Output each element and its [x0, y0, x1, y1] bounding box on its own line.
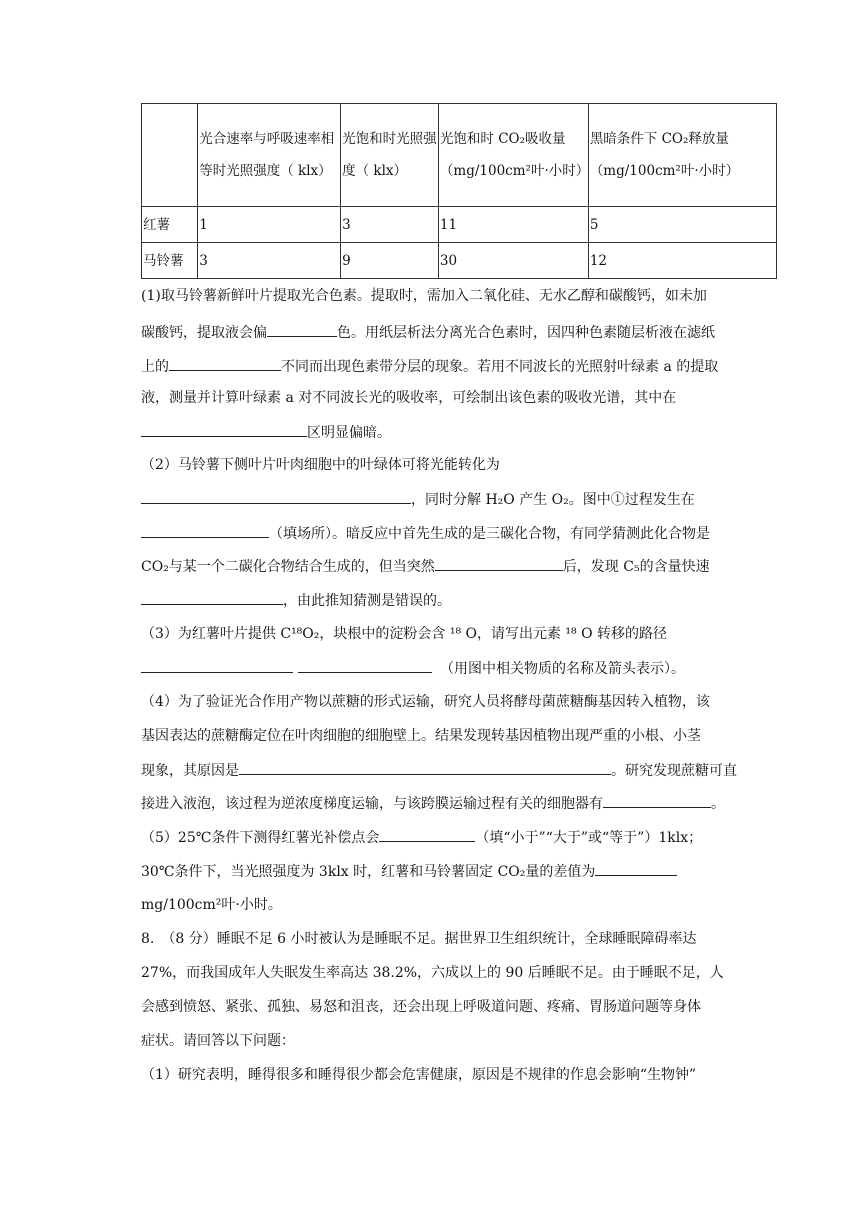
answer-blank[interactable] [603, 793, 711, 808]
table-cell: 12 [588, 243, 776, 279]
text: （1）研究表明，睡得很多和睡得很少都会危害健康，原因是不规律的作息会影响“生物钟” [141, 1067, 697, 1083]
text: 27%，而我国成年人失眠发生率高达 38.2%，六成以上的 90 后睡眠不足。由于睡眠不足，人 [141, 965, 724, 981]
q4-line-1 [141, 692, 710, 712]
text: ，由此推知猜测是错误的。 [283, 593, 451, 609]
answer-blank[interactable] [267, 322, 337, 337]
answer-blank[interactable] [141, 590, 283, 605]
text: CO₂与某一个二碳化合物结合生成的，但当突然 [141, 559, 435, 575]
q1-line-2 [141, 322, 715, 343]
text: (1)取马铃薯新鲜叶片提取光合色素。提取时，需加入二氧化硅、无水乙醇和碳酸钙，如未加 [141, 288, 707, 304]
text: （3）为红薯叶片提供 C¹⁸O₂，块根中的淀粉会含 ¹⁸ O，请写出元素 ¹⁸ O 转移的路径 [141, 626, 668, 642]
table-cell: 3 [198, 243, 341, 279]
q3-line-1 [141, 624, 667, 644]
text: （5）25℃条件下测得红薯光补偿点会 [141, 830, 380, 846]
answer-blank[interactable] [169, 356, 281, 371]
table-row [142, 243, 777, 279]
q1-line-5 [141, 422, 391, 443]
table-cell: 11 [438, 207, 588, 243]
text: 区明显偏暗。 [307, 425, 391, 441]
text: 基因表达的蔗糖酶定位在叶肉细胞的细胞壁上。结果发现转基因植物出现严重的小根、小茎 [141, 728, 701, 744]
text: 。研究发现蔗糖可直 [611, 763, 737, 779]
q8-line-3 [141, 997, 701, 1017]
text: 接进入液泡，该过程为逆浓度梯度运输，与该跨膜运输过程有关的细胞器有 [141, 796, 603, 812]
q5-line-3 [141, 895, 282, 915]
q5-line-2 [141, 861, 677, 882]
text: 8. （8 分）睡眠不足 6 小时被认为是睡眠不足。据世界卫生组织统计，全球睡眠障碍率达 [141, 931, 697, 947]
q8-line-2 [141, 963, 724, 983]
text: （填场所）。暗反应中首先生成的是三碳化合物，有同学猜测此化合物是 [269, 526, 710, 542]
table-row [142, 207, 777, 243]
data-table [141, 103, 777, 279]
q4-line-3 [141, 760, 737, 781]
q1-line-3 [141, 356, 718, 377]
q4-line-2 [141, 726, 701, 746]
table-cell: 马铃薯 [142, 243, 198, 279]
text: （4）为了验证光合作用产物以蔗糖的形式运输，研究人员将酵母菌蔗糖酶基因转入植物，该 [141, 694, 710, 710]
answer-blank[interactable] [435, 556, 563, 571]
table-cell: 30 [438, 243, 588, 279]
table-header-row [142, 104, 777, 207]
q8-line-5 [141, 1065, 696, 1085]
answer-blank[interactable] [141, 523, 269, 538]
q2-line-5 [141, 590, 451, 611]
q1-line-1 [141, 286, 707, 306]
table-cell: 5 [588, 207, 776, 243]
text: 后，发现 C₅的含量快速 [562, 559, 710, 575]
text: ，同时分解 H₂O 产生 O₂。图中①过程发生在 [411, 492, 695, 508]
text: 会感到愤怒、紧张、孤独、易怒和沮丧，还会出现上呼吸道问题、疼痛、胃肠道问题等身体 [141, 999, 701, 1015]
table-cell: 3 [341, 207, 439, 243]
answer-blank[interactable] [595, 861, 677, 876]
text: 30℃条件下，当光照强度为 3klx 时，红薯和马铃薯固定 CO₂量的差值为 [141, 864, 596, 880]
text: （填“小于”“大于”或“等于”）1klx； [475, 830, 703, 846]
answer-blank[interactable] [379, 827, 475, 842]
q5-line-1 [141, 827, 702, 848]
answer-blank[interactable] [141, 489, 411, 504]
text: 不同而出现色素带分层的现象。若用不同波长的光照射叶绿素 a 的提取 [281, 359, 719, 375]
q2-line-4 [141, 556, 710, 577]
table-header-cell: 光饱和时 CO₂吸收量（mg/100cm²叶·小时） [438, 104, 588, 207]
answer-blank[interactable] [141, 658, 293, 673]
q1-line-4 [141, 388, 676, 408]
text: （2）马铃薯下侧叶片叶肉细胞中的叶绿体可将光能转化为 [141, 457, 500, 473]
q8-line-1 [141, 929, 697, 949]
q4-line-4 [141, 793, 725, 814]
text: 液，测量并计算叶绿素 a 对不同波长光的吸收率，可绘制出该色素的吸收光谱，其中在 [141, 390, 677, 406]
text: （用图中相关物质的名称及箭头表示）。 [440, 661, 685, 677]
table-cell: 1 [198, 207, 341, 243]
q2-line-3 [141, 523, 710, 544]
text: 症状。请回答以下问题： [141, 1033, 295, 1049]
answer-blank[interactable] [298, 658, 432, 673]
table-header-cell: 光合速率与呼吸速率相等时光照强度（ klx） [198, 104, 341, 207]
answer-blank[interactable] [141, 422, 307, 437]
table-cell: 红薯 [142, 207, 198, 243]
text: 色。用纸层析法分离光合色素时，因四种色素随层析液在滤纸 [337, 325, 715, 341]
text: 现象，其原因是 [141, 763, 239, 779]
table-header-cell: 黑暗条件下 CO₂释放量（mg/100cm²叶·小时） [588, 104, 776, 207]
text: 上的 [141, 359, 169, 375]
text: mg/100cm²叶·小时。 [141, 897, 282, 913]
table-cell: 9 [341, 243, 439, 279]
table-header-cell: 光饱和时光照强度（ klx） [341, 104, 439, 207]
text: 。 [711, 796, 725, 812]
answer-blank[interactable] [239, 760, 611, 775]
q8-line-4 [141, 1031, 295, 1051]
text: 碳酸钙，提取液会偏 [141, 325, 267, 341]
q2-line-1 [141, 455, 500, 475]
q2-line-2 [141, 489, 695, 510]
q3-line-2 [141, 658, 685, 679]
table-header-cell [142, 104, 198, 207]
